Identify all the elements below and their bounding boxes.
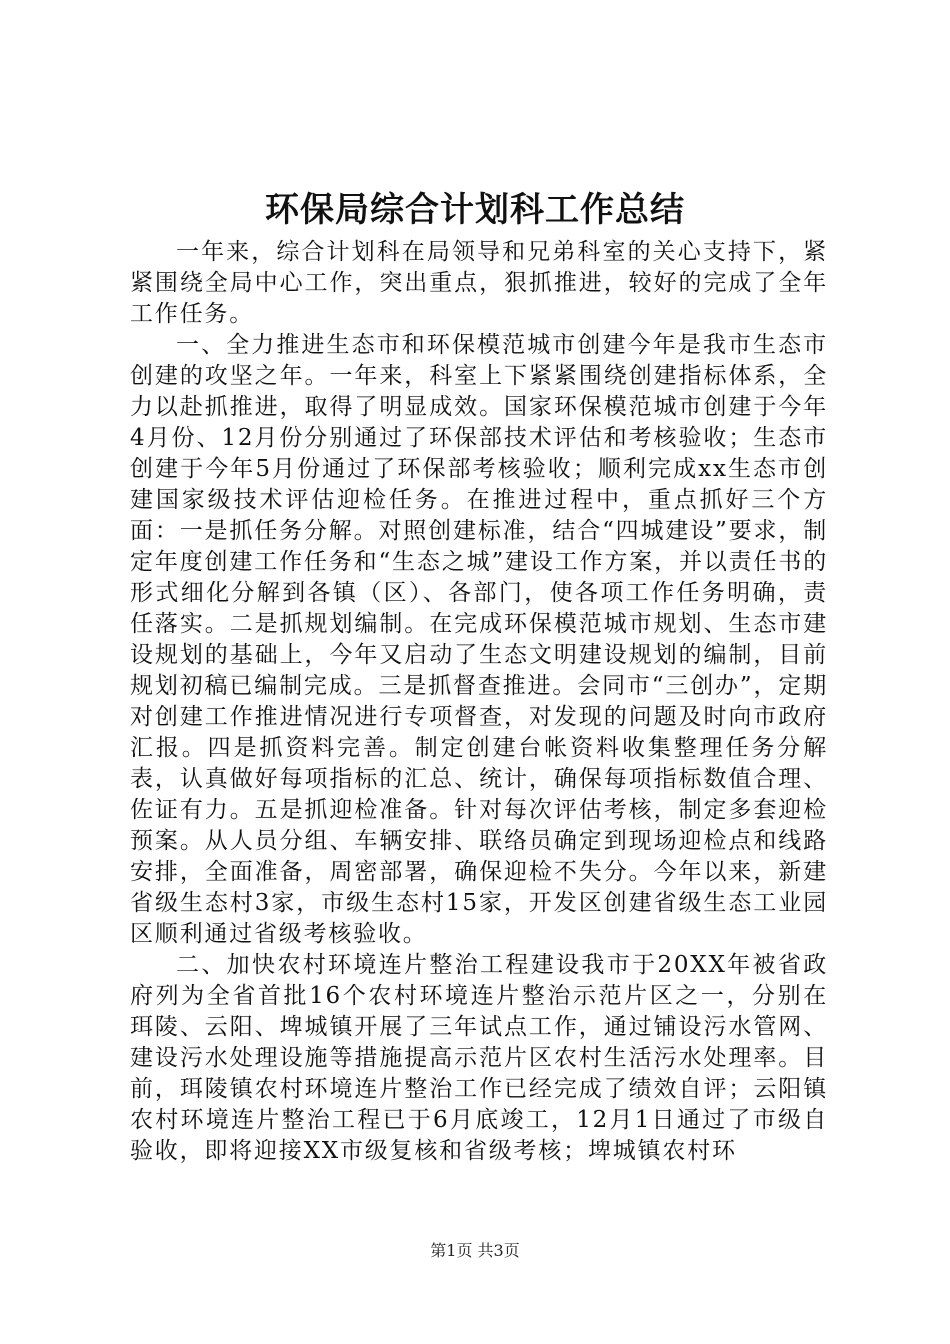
document-title: 环保局综合计划科工作总结 xyxy=(265,190,685,230)
paragraph-intro: 一年来，综合计划科在局领导和兄弟科室的关心支持下，紧紧围绕全局中心工作，突出重点，狠抓推进，较好的完成了全年工作任务。 xyxy=(130,239,828,327)
document-body xyxy=(130,237,828,1167)
paragraph-section-two: 二、加快农村环境连片整治工程建设我市于20XX年被省政府列为全省首批16个农村环境连片整治示范片区之一，分别在珥陵、云阳、埤城镇开展了三年试点工作，通过铺设污水管网、建设污水处理设施等措施提高示范片区农村生活污水处理率。目前，珥陵镇农村环境连片整治工作已经完成了绩效自评；云阳镇农村环境连片整治工程已于6月底竣工，12月1日通过了市级自验收，即将迎接XX市级复核和省级考核；埤城镇农村环 xyxy=(130,952,828,1164)
page-number-footer: 第1页 共3页 xyxy=(430,1241,520,1260)
paragraph-section-one: 一、全力推进生态市和环保模范城市创建今年是我市生态市创建的攻坚之年。一年来，科室上下紧紧围绕创建指标体系，全力以赴抓推进，取得了明显成效。国家环保模范城市创建于今年4月份、12月份分别通过了环保部技术评估和考核验收；生态市创建于今年5月份通过了环保部考核验收；顺利完成xx生态市创建国家级技术评估迎检任务。在推进过程中，重点抓好三个方面：一是抓任务分解。对照创建标准，结合“四城建设”要求，制定年度创建工作任务和“生态之城”建设工作方案，并以责任书的形式细化分解到各镇（区）、各部门，使各项工作任务明确，责任落实。二是抓规划编制。在完成环保模范城市规划、生态市建设规划的基础上，今年又启动了生态文明建设规划的编制，目前规划初稿已编制完成。三是抓督查推进。会同市“三创办”，定期对创建工作推进情况进行专项督查，对发现的问题及时向市政府汇报。四是抓资料完善。制定创建台帐资料收集整理任务分解表，认真做好每项指标的汇总、统计，确保每项指标数值合理、佐证有力。五是抓迎检准备。针对每次评估考核，制定多套迎检预案。从人员分组、车辆安排、联络员确定到现场迎检点和线路安排，全面准备，周密部署，确保迎检不失分。今年以来，新建省级生态村3家，市级生态村15家，开发区创建省级生态工业园区顺利通过省级考核验收。 xyxy=(130,332,828,947)
